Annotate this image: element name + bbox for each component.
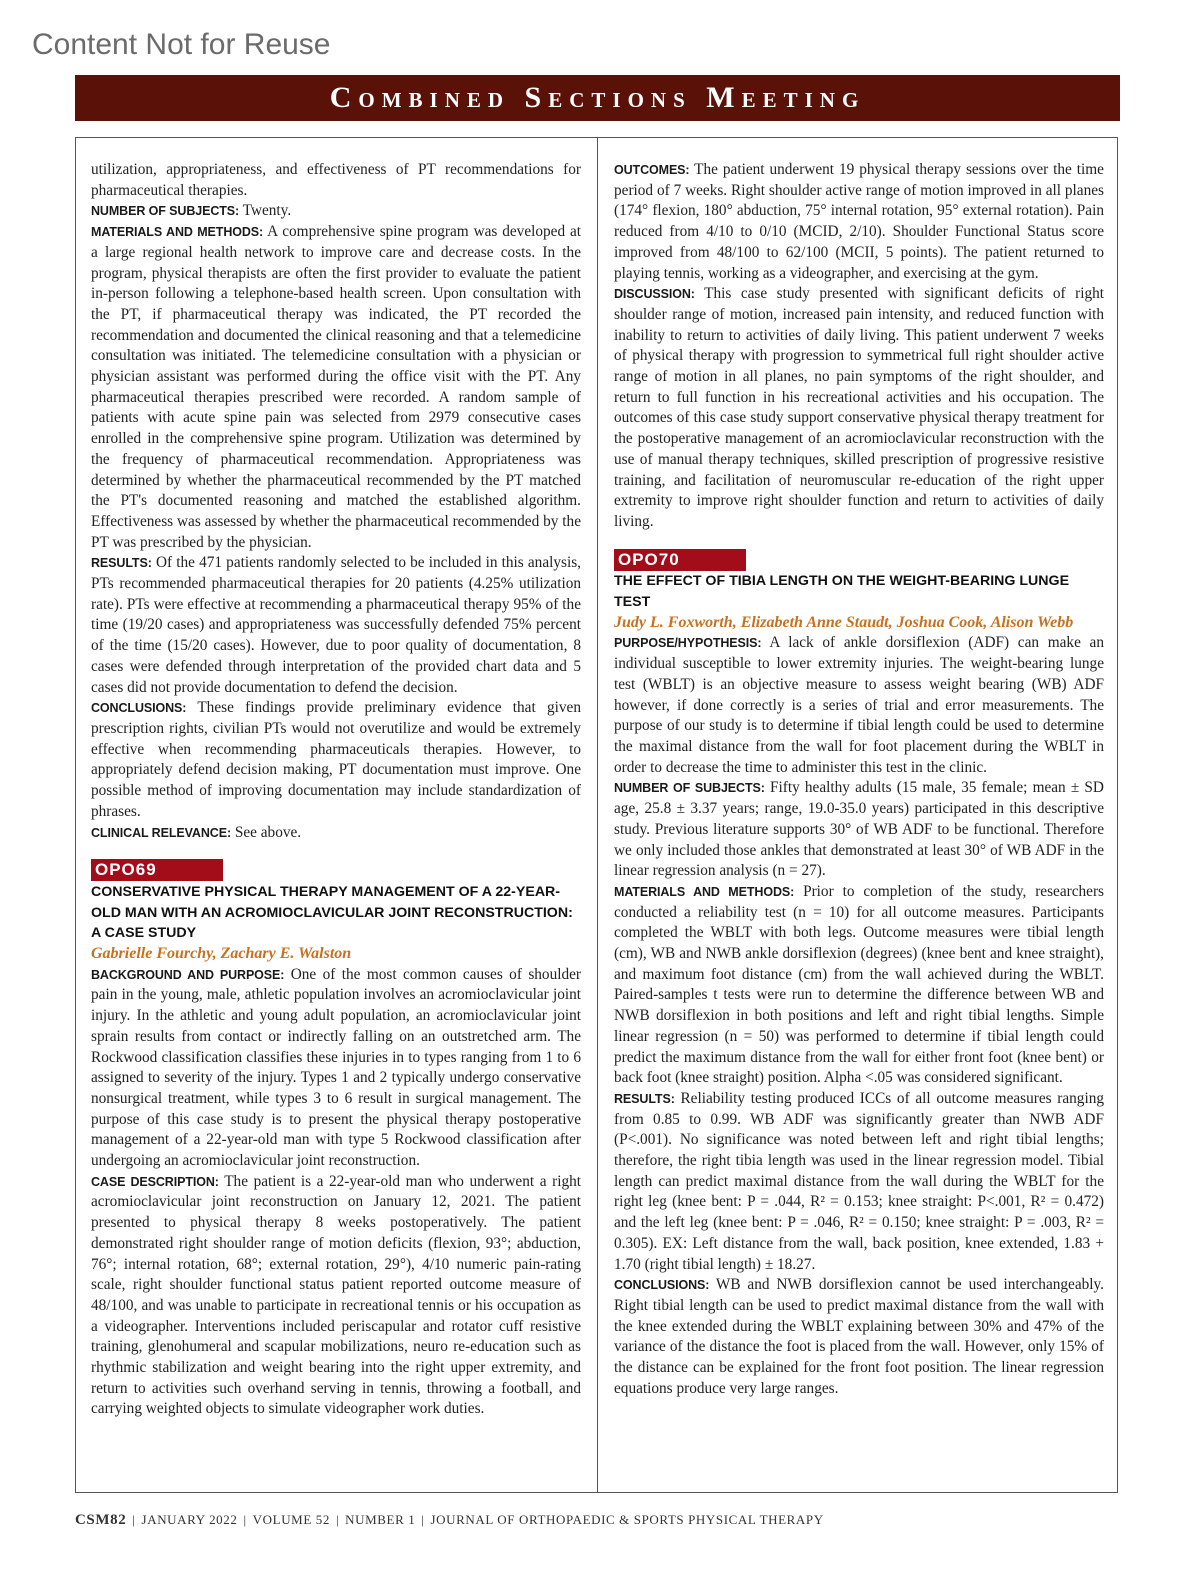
journal-name: JOURNAL OF ORTHOPAEDIC & SPORTS PHYSICAL THERAPY: [430, 1512, 824, 1527]
footer-separator: |: [421, 1512, 425, 1527]
column-divider: [597, 137, 598, 1493]
background-label: BACKGROUND AND PURPOSE:: [91, 967, 285, 982]
abstract-title: CONSERVATIVE PHYSICAL THERAPY MANAGEMENT OF A 22-YEAR-OLD MAN WITH AN ACROMIOCLAVICULAR JOINT RECONSTRUCTION: A CASE STUDY: [91, 883, 573, 942]
background-text: One of the most common causes of shoulder pain in the young, male, athletic population involves an acromioclavicular joint injury. In the athletic and young adult population, an acromioclavicular joint sprain results from contact or indirectly falling on an outstretched arm. The Rockwood classification classifies these injuries in to types ranging from 1 to 6 assigned to severity of the injury. Types 1 and 2 typically undergo conservative nonsurgical treatment, while types 3 to 6 result in surgical management. The purpose of this case study is to present the physical therapy postoperative management of a 22-year-old man with type 5 Rockwood classification after undergoing an acromioclavicular joint reconstruction.: [91, 965, 581, 1170]
conclusions-section: [91, 698, 581, 822]
purpose-section: [614, 633, 1104, 778]
footer-separator: |: [335, 1512, 340, 1527]
methods-section: [614, 882, 1104, 1089]
page-number: CSM82: [75, 1512, 127, 1528]
case-section: [91, 1172, 581, 1420]
right-column: [614, 160, 1104, 1399]
discussion-label: DISCUSSION:: [614, 287, 695, 302]
results-label: RESULTS:: [614, 1091, 675, 1106]
abstract-id-badge: OPO69: [91, 859, 223, 881]
subjects-text: Twenty.: [242, 202, 292, 220]
outcomes-text: The patient underwent 19 physical therapy sessions over the time period of 7 weeks. Right shoulder active range of motion improved in all planes (174° flexion, 180° abduction, 75° internal rotation, 95° external rotation). Pain reduced from 4/10 to 0/10 (MCID, 2/10). Shoulder Functional Status score improved from 48/100 to 62/100 (MCII, 5 points). The patient returned to playing tennis, working as a videographer, and exercising at the gym.: [614, 161, 1104, 282]
subjects-section: [91, 201, 581, 222]
left-column: [91, 160, 581, 1420]
section-banner: Combined Sections Meeting: [75, 75, 1120, 121]
background-section: [91, 965, 581, 1172]
abstract-title: THE EFFECT OF TIBIA LENGTH ON THE WEIGHT-BEARING LUNGE TEST: [614, 573, 1070, 611]
abstract-authors: Gabrielle Fourchy, Zachary E. Walston: [91, 945, 352, 963]
subjects-section: [614, 778, 1104, 882]
subjects-text: Fifty healthy adults (15 male, 35 female; mean ± SD age, 25.8 ± 3.37 years; range, 19.0-35.0 years) participated in this descriptive study. Previous literature supports 30° of WB ADF to be functional. Therefore we only included those ankles that demonstrated at least 30° of WB ADF in the linear regression analysis (n = 27).: [614, 779, 1104, 880]
results-text: Of the 471 patients randomly selected to be included in this analysis, PTs recommended pharmaceutical therapies for 20 patients (4.25% utilization rate). PTs were effective at recommending a pharmaceutical therapy 95% of the time (19/20 cases) and appropriateness was successfully defended 75% percent of the time (15/20 cases). However, due to poor quality of documentation, 8 cases were defended through interpretation of the provided chart data and 5 cases did not provide documentation to defend the decision.: [91, 554, 581, 696]
relevance-label: CLINICAL RELEVANCE:: [91, 825, 232, 840]
abstract-authors: Judy L. Foxworth, Elizabeth Anne Staudt, Joshua Cook, Alison Webb: [614, 613, 1074, 631]
methods-text: Prior to completion of the study, researchers conducted a reliability test (n = 10) for all outcome measures. Participants completed the WBLT with both legs. Outcome measures were tibial length (cm), WB and NWB ankle dorsiflexion (degrees) (knee bent and knee straight), and maximum foot distance (cm) from the wall achieved during the WBLT. Paired-samples t tests were run to determine the difference between WB and NWB dorsiflexion in both positions and left and right tibial lengths. Simple linear regression (n = 50) was performed to determine if tibial length could predict the maximum distance from the wall for either front foot (knee bent) or back foot (knee straight) position. Alpha <.05 was considered significant.: [614, 882, 1104, 1087]
issue-number: NUMBER 1: [345, 1512, 416, 1527]
conclusions-text: These findings provide preliminary evidence that given prescription rights, civilian PTs would not overutilize and would be extremely effective when recommending pharmaceuticals therapies. However, to appropriately defend decision making, PT documentation must improve. One possible method of improving documentation may include standardization of phrases.: [91, 699, 581, 820]
relevance-section: [91, 823, 581, 844]
outcomes-label: OUTCOMES:: [614, 163, 690, 177]
continued-paragraph: utilization, appropriateness, and effectiveness of PT recommendations for pharmaceutical therapies.: [91, 161, 581, 199]
footer-separator: |: [132, 1512, 136, 1527]
abstract-id-badge: OPO70: [614, 549, 746, 571]
outcomes-section: [614, 160, 1104, 284]
discussion-text: This case study presented with significant deficits of right shoulder range of motion, increased pain intensity, and reduced function with inability to return to activities of daily living. This patient underwent 7 weeks of physical therapy with progression to symmetrical full right shoulder active range of motion in all planes, no pain symptoms of the right shoulder, and return to full function in his recreational activities and his occupation. The outcomes of this case study support conservative physical therapy treatment for the postoperative management of an acromioclavicular reconstruction with the use of manual therapy techniques, skilled prescription of progressive resistive training, and facilitation of neuromuscular re-education of the right upper extremity to improve right shoulder function and return to activities of daily living.: [614, 285, 1104, 530]
subjects-label: NUMBER OF SUBJECTS:: [614, 781, 765, 796]
conclusions-label: CONCLUSIONS:: [91, 701, 187, 716]
case-label: CASE DESCRIPTION:: [91, 1174, 219, 1189]
issue-date: JANUARY 2022: [141, 1512, 238, 1527]
conclusions-section: [614, 1275, 1104, 1399]
methods-text: A comprehensive spine program was developed at a large regional health network to improve care and decrease costs. In the program, physical therapists are often the first provider to evaluate the patient in-person following a telephone-based health screen. Upon consultation with the PT, if pharmaceutical therapy was indicated, the PT recorded the recommendation and documented the clinical reasoning and that a telemedicine consultation was initiated. The telemedicine consultation with a physician or physician assistant was performed during the office visit with the PT. Any pharmaceutical therapies prescribed were recorded. A random sample of patients with acute spine pain was selected from 2979 consecutive cases enrolled in the comprehensive spine program. Utilization was determined by the frequency of pharmaceutical recommendation. Appropriateness was determined by whether the pharmaceutical recommended by the PT matched the PT's documented reasoning and matched the established algorithm. Effectiveness was assessed by whether the pharmaceutical recommended by the PT was prescribed by the physician.: [91, 223, 582, 551]
results-section: [91, 553, 581, 698]
relevance-text: See above.: [234, 823, 302, 841]
methods-section: [91, 222, 581, 553]
purpose-text: A lack of ankle dorsiflexion (ADF) can make an individual susceptible to lower extremity injuries. The weight-bearing lunge test (WBLT) is an objective measure to assess weight bearing (WB) ADF however, if done correctly is a series of trial and error measurements. The purpose of our study is to determine if tibial length could be used to determine the maximal distance from the wall for foot placement during the WBLT in order to decrease the time to administer this test in the clinic.: [614, 634, 1104, 776]
results-label: RESULTS:: [91, 556, 152, 571]
subjects-label: NUMBER OF SUBJECTS:: [91, 204, 240, 219]
watermark-text: Content Not for Reuse: [32, 28, 331, 61]
methods-label: MATERIALS AND METHODS:: [614, 884, 795, 899]
conclusions-text: WB and NWB dorsiflexion cannot be used interchangeably. Right tibial length can be used to predict maximal distance from the wall with the knee extended during the WBLT explaining between 30% and 47% of the variance of the distance the foot is placed from the wall. However, only 15% of the distance can be explained for the front foot position. The linear regression equations produce very large ranges.: [614, 1276, 1104, 1397]
volume: VOLUME 52: [252, 1512, 330, 1527]
results-section: [614, 1089, 1104, 1275]
purpose-label: PURPOSE/HYPOTHESIS:: [614, 636, 762, 651]
results-text: Reliability testing produced ICCs of all outcome measures ranging from 0.85 to 0.99. WB ADF was significantly greater than NWB ADF (P<.001). No significance was noted between left and right tibial lengths; therefore, the right tibia length was used in the linear regression model. Tibial length can predict maximal distance from the wall during the WBLT for the right leg (knee bent: P = .044, R² = 0.153; knee straight: P<.001, R² = 0.472) and the left leg (knee bent: P = .046, R² = 0.150; knee straight: P = .003, R² = 0.305). EX: Left distance from the wall, back position, knee extended, 1.83 + 1.70 (right tibial length) ± 18.27.: [614, 1089, 1104, 1273]
page-footer: [75, 1512, 824, 1529]
discussion-section: [614, 284, 1104, 532]
methods-label: MATERIALS AND METHODS:: [91, 225, 264, 240]
case-text: The patient is a 22-year-old man who underwent a right acromioclavicular joint reconstruction on January 12, 2021. The patient presented to physical therapy 8 weeks postoperatively. The patient demonstrated right shoulder range of motion deficits (flexion, 93°; abduction, 76°; internal rotation, 68°; external rotation, 29°), 4/10 numeric pain-rating scale, right shoulder functional status patient reported outcome measure of 48/100, and was unable to participate in recreational tennis or his occupation as a videographer. Interventions included periscapular and rotator cuff resistive training, glenohumeral and scapular mobilizations, neuro re-education such as rhythmic stabilization and weight bearing into the right upper extremity, and return to activities such overhand serving in tennis, throwing a football, and carrying weighted objects to simulate videographer work duties.: [91, 1172, 581, 1418]
footer-separator: |: [243, 1512, 247, 1527]
conclusions-label: CONCLUSIONS:: [614, 1278, 710, 1293]
